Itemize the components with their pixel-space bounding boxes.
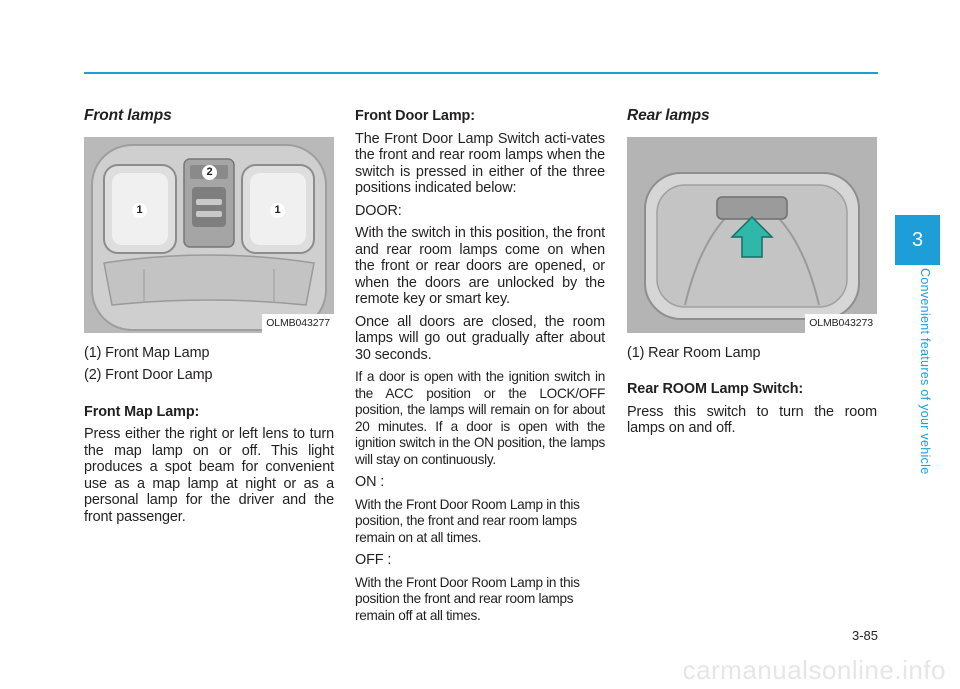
body-front-map-lamp: Press either the right or left lens to turn the map lamp on or off. This light produces a spot beam for convenient use as a map lamp at night or as a personal lamp for the driver and the front passenger. <box>84 426 334 525</box>
label-door: DOOR: <box>355 202 402 219</box>
caption-front-map-lamp: (1) Front Map Lamp <box>84 344 210 361</box>
label-on: ON : <box>355 474 385 490</box>
heading-rear-lamps: Rear lamps <box>627 107 710 124</box>
chapter-tab: 3 <box>895 215 940 265</box>
door-paragraph-3: If a door is open with the ignition switch in the ACC position or the LOCK/OFF position, the lamps will remain on for about 20 minutes. If a door is open with the ignition switch in the ON position, the lamps will stay on continuously. <box>355 369 605 467</box>
heading-front-lamps: Front lamps <box>84 107 172 124</box>
label-1-right: 1 <box>270 203 285 218</box>
column-front-door-lamp <box>355 108 605 630</box>
body-rear-room-lamp-switch: Press this switch to turn the room lamps on and off. <box>627 403 877 436</box>
top-rule <box>84 72 878 74</box>
figure-code: OLMB043277 <box>262 314 334 333</box>
door-paragraph-2: Once all doors are closed, the room lamps will go out gradually after about 30 seconds. <box>355 313 605 363</box>
column-front-lamps <box>84 108 334 531</box>
footer <box>0 652 960 689</box>
intro-front-door-lamp: The Front Door Lamp Switch acti-vates the front and rear room lamps when the switch is pressed in either of the three positions indicated below: <box>355 130 605 196</box>
caption-rear-room-lamp: (1) Rear Room Lamp <box>627 344 761 361</box>
caption-front-door-lamp: (2) Front Door Lamp <box>84 367 213 383</box>
on-text: With the Front Door Room Lamp in this position, the front and rear room lamps remain on at all times. <box>355 496 580 545</box>
subheading-front-map-lamp: Front Map Lamp: <box>84 403 200 420</box>
page-number: 3-85 <box>851 628 878 643</box>
door-paragraph-1: With the switch in this position, the front and rear room lamps come on when the front or rear doors are opened, or when the doors are unlocked by the remote key or smart key. <box>355 225 605 307</box>
label-2: 2 <box>202 165 217 180</box>
figure-rear-lamps <box>627 137 877 333</box>
label-off: OFF : <box>355 552 392 568</box>
label-1-left: 1 <box>132 203 147 218</box>
figure-code-rear: OLMB043273 <box>805 314 877 333</box>
off-text: With the Front Door Room Lamp in this position the front and rear room lamps remain off at all times. <box>355 574 580 623</box>
subheading-rear-room-lamp-switch: Rear ROOM Lamp Switch: <box>627 381 804 397</box>
rear-lamp-illustration <box>627 137 877 333</box>
subheading-front-door-lamp: Front Door Lamp: <box>355 108 475 124</box>
watermark: carmanualsonline.info <box>682 655 946 685</box>
column-rear-lamps <box>627 108 877 443</box>
figure-front-lamps <box>84 137 334 333</box>
chapter-title: Convenient features of your vehicle <box>918 268 932 475</box>
